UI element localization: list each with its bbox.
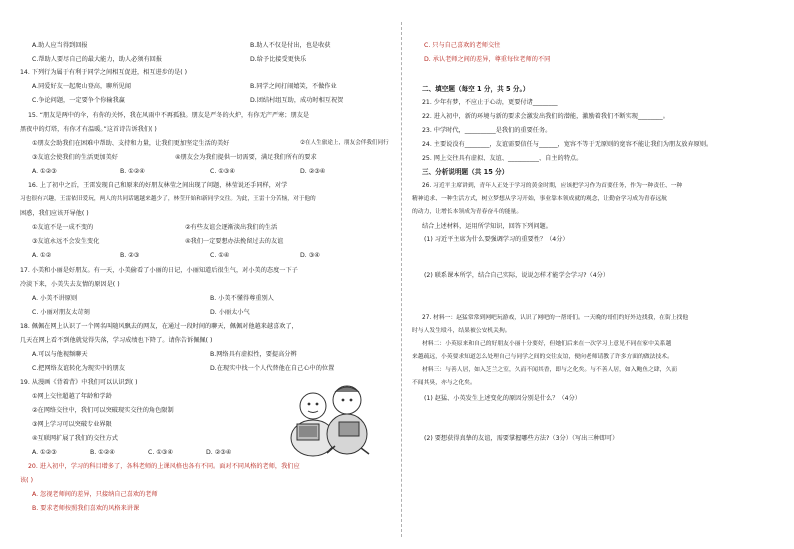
- q16-option-b: B. ②③: [120, 252, 140, 259]
- q15-stem: 15. “朋友是两中的伞，有你的关怀，我在风雨中不再孤独。朋友是严冬的火炉，有你无产严寒；朋友是: [28, 112, 310, 119]
- q20-option-d: D. 承认老师之间的差异，尊重每位老师的不同: [424, 56, 551, 63]
- q18-option-a: A.可以与他视频聊天: [32, 351, 88, 358]
- q26-material-line-3: 的动力，让增长本领成为青春奋斗的能量。: [412, 209, 523, 215]
- q15-option-b: B. ①②④: [120, 168, 145, 175]
- q17-stem: 17. 小美和小丽是好朋友。有一天，小美偷看了小丽的日记，小丽知道后很生气，对小美的态度一下子: [20, 267, 298, 274]
- q18-stem: 18. 佩佩在网上认识了一个网名叫随风飘去的网友，在通过一段时间的聊天，佩佩对他越来越喜欢了，: [20, 323, 298, 330]
- q16-option-d: D. ③④: [300, 252, 320, 259]
- q18-stem-2: 几天在网上看不到他就觉得失落，学习成绩也下降了。请你告诉佩佩( ): [20, 337, 213, 344]
- q27-material-line-3: 材料二：小英原来和自己的好朋友小丽十分要好，但她们后来在一次学习上意见不同在家中关系越: [422, 341, 672, 347]
- q20-option-b: B. 要求老师按照我们喜欢的风格来讲课: [32, 505, 140, 512]
- q15-statement-3: ③友谊会使我们的生活更加美好: [32, 154, 118, 161]
- q15-option-a: A. ①②③: [32, 168, 57, 175]
- q25: 25. 网上交往具有虚拟、友谊、__________、自主的特点。: [422, 155, 583, 162]
- q13-option-d: D.给予比接受更快乐: [250, 56, 307, 63]
- q15-stem-2: 黑夜中的灯塔，有你才有温暖。”这首诗告诉我们( ): [20, 126, 157, 133]
- q15-statement-2: ②在人生旅途上，朋友会伴我们同行: [300, 140, 389, 146]
- q13-option-a: A.助人应当得到回报: [32, 42, 88, 49]
- q16-statement-3: ③友谊永远不会发生变化: [32, 238, 100, 245]
- q14-option-c: C.争论问题，一定要争个你输我赢: [32, 97, 125, 104]
- q26-subquestion-2: (2) 联系课本所学，结合自己实际，说说怎样才能学会学习?（4分）: [424, 272, 610, 279]
- q14-option-a: A.同爱好友一起爬山登高，聊所见闻: [32, 83, 131, 90]
- q18-option-c: C.把网络友谊转化为现实中的朋友: [32, 365, 125, 372]
- q18-option-d: D.在现实中找一个人代替他在自己心中的位置: [210, 365, 335, 372]
- q24: 24. 主要说没有________，友谊需要信任与______，宽容不等于无原则的宽容不能让我们为朋友放弃原则。: [422, 141, 713, 148]
- q17-option-c: C. 小丽对朋友太苛刻: [32, 309, 90, 316]
- q27-material-line-4: 来越疏远，小英要求知道怎么处理自己与同学之间的交往友谊，便向老师请教了许多方面的做法技术。: [412, 354, 673, 360]
- q19-option-a: A. ①②③: [32, 449, 57, 456]
- q20-stem-2: 该( ): [20, 477, 33, 484]
- q27-material-line-5: 材料三：与善人居，如入芝兰之室，久而不闻其香，即与之化矣。与不善人居，如入鲍鱼之肆，久而: [422, 367, 678, 373]
- q19-option-b: B. ①②④: [90, 449, 115, 456]
- q14-option-b: B.同学之间打闹嬉笑，不做作业: [250, 83, 337, 90]
- q18-option-b: B.网络具有虚拟性，要提高分辨: [210, 351, 297, 358]
- q20-option-a: A. 忽视老师间的差异，只接纳自己喜欢的老师: [32, 491, 158, 498]
- q16-option-c: C. ①④: [210, 252, 230, 259]
- q15-statement-4: ④朋友会为我们提供一切需要，满足我们所有的要求: [175, 154, 317, 161]
- q23: 23. 中学时代，__________是我们的重要任务。: [422, 127, 552, 134]
- q20-stem: 20. 进入初中，学习的科目增多了，各科老师的上课风格也各有不同。面对不同风格的老师，我们应: [28, 463, 300, 470]
- q15-option-c: C. ①③④: [210, 168, 235, 175]
- q27-subquestion-1: (1) 赵猛、小英发生上述变化的原因分别是什么？（4分）: [424, 395, 581, 402]
- q17-option-d: D. 小丽太小气: [210, 309, 250, 316]
- cartoon-illustration: [283, 378, 375, 460]
- q19-statement-3: ③网上学习可以突破专业界限: [32, 421, 112, 428]
- q27-material-line-2: 时与人发生殴斗，结果被公安机关拘。: [412, 328, 511, 334]
- q20-option-c: C. 只与自己喜欢的老师交往: [424, 42, 501, 49]
- q19-option-d: D. ②③④: [206, 449, 232, 456]
- q16-statement-4: ④我们一定要想办法挽留过去的友谊: [185, 238, 284, 245]
- q16-statement-2: ②有些友谊会逐渐淡出我们的生活: [185, 224, 278, 231]
- q13-option-b: B.助人不仅是付出，也是收获: [250, 42, 331, 49]
- q13-option-c: C.帮助人要尽自己的最大能力，助人必须有回报: [32, 56, 163, 63]
- q15-option-d: D. ②③④: [300, 168, 326, 175]
- section-analysis-heading: 三、分析说明题（共 15 分）: [422, 168, 509, 176]
- q17-option-a: A. 小美不讲原则: [32, 295, 78, 302]
- q16-option-a: A. ①②: [32, 252, 52, 259]
- q14-option-d: D.团结村组互助，成功时相互祝贺: [250, 97, 344, 104]
- q19-statement-1: ①网上交往超越了年龄和学龄: [32, 393, 112, 400]
- section-fill-blank-heading: 二、填空题（每空 1 分，共 5 分。）: [422, 85, 530, 93]
- q27-subquestion-2: (2) 要想获得真挚的友谊，需要掌握哪些方法?（3分）（写出三种即可）: [424, 435, 619, 442]
- q26-material-line-1: 26. 习近平主席讲到，青年人正处于学习的黄金时期，应该把学习作为首要任务，作为一种责任、一种: [422, 183, 683, 189]
- q19-statement-2: ②在网络交往中，我们可以突破现实交往的角色限制: [32, 407, 174, 414]
- q27-material-line-6: 不闻其臭，亦与之化矣。: [412, 380, 476, 386]
- q19-statement-4: ④互联网扩展了我们的交往方式: [32, 435, 118, 442]
- q16-statement-1: ①友谊不是一成不变的: [32, 224, 94, 231]
- q27-material-line-1: 27. 材料一：赵猛常常到网吧玩游戏，认识了网吧的一帮哥们。一天晚的哥们约好外边找我，在街上找他: [422, 315, 689, 321]
- q15-statement-1: ①朋友会助我们在困难中帮助、支持和力量，让我们更加坚定生活的美好: [32, 140, 230, 147]
- q22: 22. 进入初中，新的环境与新的要求会激发出我们的潜能，激励着我们不断实现________。: [422, 113, 669, 120]
- q26-instruction: 结合上述材料，运用所学知识，回答下列问题。: [422, 223, 552, 230]
- q14-stem: 14. 下列行为属于有利于同学之间相互促进，相互进步的是( ): [20, 69, 188, 76]
- q19-option-c: C. ①③④: [148, 449, 173, 456]
- q26-material-line-2: 精神追求、一种生活方式，树立梦想从学习开始，事业靠本领成就的观念，让勤奋学习成为青春远航: [412, 196, 668, 202]
- q17-stem-2: 冷淡下来，小美失去友情的原因是( ): [20, 281, 120, 288]
- q16-stem-2: 习也很有兴趣，王雷依旧爱玩，两人的共同话题越来越少了，林莹开始和新同学交往。为此，王雷十分苦恼，对于他的: [20, 196, 316, 202]
- q16-stem: 16. 上了初中之后，王雷发现自己和原来的好朋友林莹之间出现了问题，林莹说还手同样，对学: [28, 182, 288, 189]
- q19-stem: 19. 从漫画《背着背》中我们可以认识到( ): [20, 379, 138, 386]
- column-divider: [401, 22, 402, 537]
- q16-stem-3: 困惑，我们应该开导他( ): [20, 210, 89, 217]
- q17-option-b: B. 小美不懂得尊重别人: [210, 295, 274, 302]
- q21: 21. 少年有梦，不应止于心动，更要付诸________: [422, 99, 558, 106]
- q26-subquestion-1: (1) 习近平主席为什么要强调学习的重要性？（4分）: [424, 236, 569, 243]
